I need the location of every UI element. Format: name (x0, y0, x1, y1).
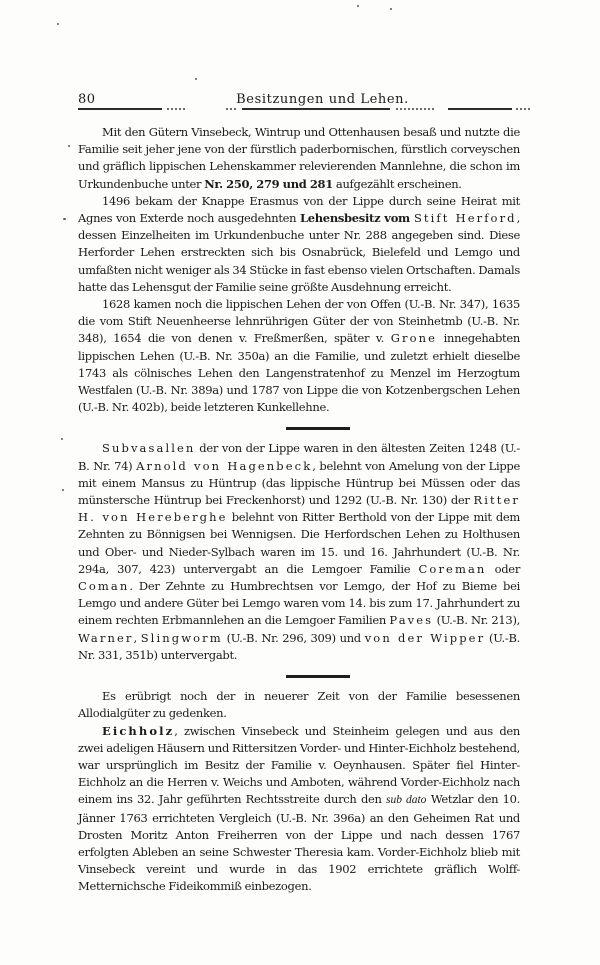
text-segment: (U.-B. Nr. 296, 309) und (222, 630, 365, 645)
text-segment: Ritter H. von Hereberghe (78, 493, 520, 525)
scan-speck (390, 8, 392, 10)
section-separator (286, 427, 350, 430)
text-segment: sub dato (386, 794, 427, 807)
body-paragraph (78, 688, 520, 722)
scan-speck (63, 218, 66, 220)
scan-speck (57, 23, 59, 25)
body-paragraph (78, 440, 520, 664)
running-header-title: Besitzungen und Lehen. (236, 92, 409, 107)
text-segment: Es erübrigt noch der in neuerer Zeit von der Familie besessenen Allodialgüter zu gedenken. (78, 689, 520, 721)
text-segment: Paves (389, 613, 434, 628)
scan-speck (357, 5, 359, 7)
text-segment: von der Wipper (364, 630, 486, 645)
text-segment: Subvasallen (102, 441, 196, 456)
header-rule-dash (226, 108, 236, 110)
body-paragraph (78, 723, 520, 896)
text-segment: , dessen Einzelheiten im Urkundenbuche unter Nr. 288 angegeben sind. Diese Herforder Lehen erstreckten sich bis Osnabrück, Bielefeld und Lemgo und umfaßten nicht weniger als 34 Stücke in fast ebenso vielen Ortschaften. Damals hatte das Lehensgut der Familie seine größte Ausdehnung erreicht. (78, 211, 521, 294)
page-number: 80 (78, 92, 96, 107)
text-segment: innegehabten lippischen Lehen (U.-B. Nr. 350a) an die Familie, und zuletzt erhielt dieselbe 1743 als cölnisches Lehen den Langenstratenhof zu Menzel im Herzogtum Westfalen (U.-B. Nr. 389a) und 1787 von Lippe die von Kotzenbergschen Lehen (U.-B. Nr. 402b), beide letzteren Kunkellehne. (78, 331, 520, 415)
header-rule-dash (167, 108, 185, 110)
text-segment: Nr. 250, 279 und 281 (204, 176, 333, 191)
text-segment: aufgezählt erscheinen. (332, 176, 462, 191)
header-rule-segment (78, 108, 162, 110)
text-segment: Slingworm (140, 630, 223, 645)
text-segment: (U.-B. Nr. 213), (433, 613, 520, 628)
text-segment: Arnold von Hagenbeck (136, 458, 313, 473)
text-segment: . Der Zehnte zu Humbrechtsen vor Lemgo, der Hof zu Bieme bei Lemgo und andere Güter bei Lemgo waren vom 14. bis zum 17. Jahrhundert zu einem rechten Erbmannlehen an die Lemgoer Familien (78, 579, 520, 628)
header-rule-dash (516, 108, 530, 110)
scan-speck (61, 438, 63, 440)
header-rule-segment (242, 108, 390, 110)
text-segment: 1496 bekam der Knappe Erasmus von der Lippe durch seine Heirat mit Agnes von Exterde noch ausgedehnten (78, 193, 520, 226)
text-segment: Coreman (418, 561, 487, 576)
text-segment: Stift Herford (413, 211, 517, 226)
section-separator (286, 675, 350, 678)
body-paragraph (78, 193, 520, 296)
scan-speck (62, 489, 64, 491)
text-segment: Coman (78, 579, 130, 594)
text-segment: Grone (390, 331, 438, 346)
header-rule-segment (448, 108, 512, 110)
text-segment: , (133, 630, 141, 645)
text-segment: oder (486, 561, 521, 576)
text-segment: Warner (78, 630, 134, 645)
text-segment: Eichholz (102, 723, 175, 738)
body-text (78, 124, 520, 896)
scan-speck (195, 78, 197, 80)
text-segment: 1628 kamen noch die lippischen Lehen der von Offen (U.-B. Nr. 347), 1635 die vom Stift Neuenheerse lehnrührigen Güter der von Steinhetmb (U.-B. Nr. 348), 1654 die von denen v. Freßmerßen, später v. (78, 297, 520, 346)
text-segment: (U.-B. Nr. 331, 351b) untervergabt. (78, 630, 520, 662)
text-segment: Wetzlar den 10. Jänner 1763 errichteten Vergleich (U.-B. Nr. 396a) an den Geheimen Rat und Drosten Moritz Anton Freiherren von der Lippe und nach dessen 1767 erfolgten Ableben an seine Schwester Theresia kam. Vorder-Eichholz blieb mit Vinsebeck vereint und wurde in das 1902 errichtete gräflich Wolff-Metternichsche Fideikommiß einbezogen. (78, 792, 520, 894)
body-paragraph (78, 124, 520, 193)
text-segment: der von der Lippe waren in den ältesten Zeiten 1248 (U.-B. Nr. 74) (78, 441, 520, 473)
body-paragraph (78, 296, 520, 416)
text-segment: , belehnt von Amelung von der Lippe mit einem Mansus zu Hüntrup (das lippische Hüntrup bei Müssen oder das münstersche Hüntrup bei Freckenhorst) und 1292 (U.-B. Nr. 130) der (78, 458, 521, 508)
scan-speck (68, 145, 70, 147)
text-segment: belehnt von Ritter Berthold von der Lippe mit dem Zehnten zu Bönnigsen bei Wennigsen. Die Herfordschen Lehen zu Holthusen und Ober- und Nieder-Sylbach waren im 15. und 16. Jahrhundert (U.-B. Nr. 294a, 307, 423) untervergabt an die Lemgoer Familie (78, 510, 520, 576)
header-rule-dash (396, 108, 434, 110)
text-segment: , zwischen Vinsebeck und Steinheim gelegen und aus den zwei adeligen Häusern und Rittersitzen Vorder- und Hinter-Eichholz bestehend, war ursprünglich im Besitz der Familie v. Oeynhausen. Später fiel Hinter-Eichholz an die Herren v. Weichs und Amboten, während Vorder-Eichholz nach einem ins 32. Jahr geführten Rechtsstreite durch den (78, 723, 520, 807)
text-segment: Lehensbesitz vom (299, 211, 414, 226)
text-segment: Mit den Gütern Vinsebeck, Wintrup und Ottenhausen besaß und nutzte die Familie seit jeher jene von der fürstlich paderbornischen, fürstlich corveyschen und gräflich lippischen Lehenskammer relevierenden Mannlehne, die schon im Urkundenbuche unter (78, 125, 520, 191)
